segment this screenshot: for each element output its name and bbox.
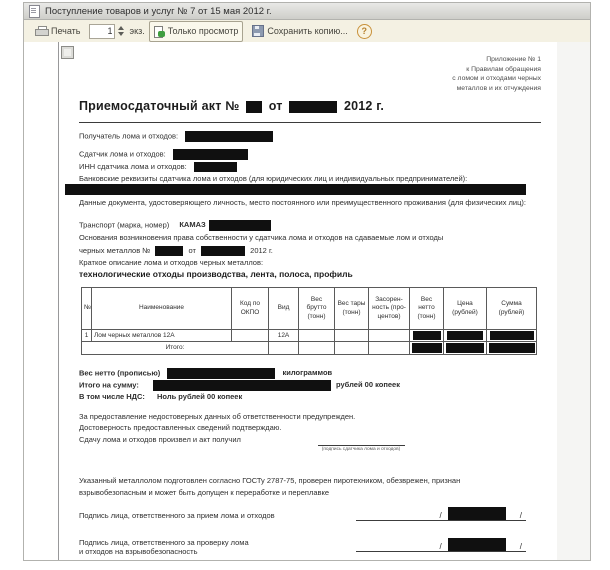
warning-text: За предоставление недостоверных данных об ответственности предупрежден.	[79, 412, 356, 421]
vat-line	[79, 392, 541, 401]
sum-words-label: Итого на сумму:	[79, 380, 139, 390]
appendix-line: Приложение № 1	[486, 56, 541, 63]
sig1-slash-close: /	[519, 511, 522, 520]
col-header-price: Цена (рублей)	[444, 288, 487, 330]
ownership-line1	[79, 233, 541, 242]
redacted-total-net	[412, 343, 442, 353]
receiver-line	[79, 131, 541, 142]
ownership-year: 2012 г.	[250, 246, 273, 255]
total-contamination-cell	[369, 342, 410, 355]
print-button-label: Печать	[51, 26, 81, 36]
copies-control	[89, 24, 125, 39]
transport-line	[79, 220, 541, 231]
redacted-act-number	[246, 101, 262, 113]
gost-line2	[79, 488, 541, 497]
appendix-line: металлов и их отчуждения	[456, 84, 541, 92]
transport-value: КАМАЗ	[179, 220, 206, 230]
redacted-bank-details	[65, 184, 526, 195]
total-sum-cell	[487, 342, 537, 355]
bank-line	[79, 174, 541, 183]
act-title	[79, 99, 541, 123]
net-words-line	[79, 368, 541, 379]
cell-okpo	[232, 330, 269, 342]
cell-name: Лом черных металлов 12А	[92, 330, 232, 342]
handover-line-label	[79, 435, 541, 444]
toolbar	[24, 20, 590, 43]
redacted-total-sum	[489, 343, 535, 353]
save-copy-button[interactable]	[247, 21, 352, 42]
net-words-suffix: килограммов	[282, 368, 333, 378]
inn-label: ИНН сдатчика лома и отходов:	[79, 162, 187, 171]
sig2-text2: и отходов на взрывобезопасность	[79, 547, 198, 557]
identity-label: Данные документа, удостоверяющего личность, место постоянного или преимущественного проживания (для физических лиц):	[79, 198, 526, 207]
appendix-header	[79, 55, 541, 93]
page-left-edge	[58, 42, 59, 560]
sum-words-line	[79, 380, 541, 391]
cell-num: 1	[82, 330, 92, 342]
sender-signature-caption: (подпись сдатчика лома и отходов)	[321, 447, 401, 452]
view-only-icon	[154, 26, 165, 37]
brief-label-line	[79, 258, 541, 267]
brief-value-line	[79, 269, 541, 280]
redacted-sum-words	[153, 380, 331, 391]
bank-label: Банковские реквизиты сдатчика лома и отходов (для юридических лиц и индивидуальных предпринимателей):	[79, 174, 468, 183]
sig2-slash-open: /	[439, 542, 442, 551]
sig1-signature-line	[356, 506, 526, 521]
sum-words-suffix: рублей 00 копеек	[336, 380, 400, 390]
redacted-sender	[173, 149, 248, 160]
cell-gross	[299, 330, 335, 342]
act-title-mid: от	[268, 99, 283, 113]
ownership-mid: от	[188, 246, 196, 255]
redacted-net-weight	[413, 331, 441, 340]
table-header-row	[82, 288, 537, 330]
redacted-price	[447, 331, 483, 340]
act-title-prefix: Приемосдаточный акт №	[79, 99, 240, 113]
redacted-inn	[194, 162, 237, 172]
gost-text2: взрывобезопасным и может быть допущен к переработке и переплавке	[79, 488, 330, 497]
window-titlebar[interactable]	[24, 3, 590, 20]
copies-suffix-label: экз.	[129, 26, 145, 36]
total-net-cell	[410, 342, 444, 355]
act-title-year: 2012 г.	[343, 99, 385, 113]
document-area	[24, 42, 590, 560]
sig2-label	[79, 538, 349, 557]
sig2-slash-close: /	[519, 542, 522, 551]
sig1-text: Подпись лица, ответственного за прием лома и отходов	[79, 511, 275, 520]
redacted-sig1-name	[448, 507, 506, 520]
brief-label: Краткое описание лома и отходов черных металлов:	[79, 258, 264, 267]
table-total-row	[82, 342, 537, 355]
receiver-label: Получатель лома и отходов:	[79, 131, 179, 141]
sender-line	[79, 149, 541, 160]
save-icon	[252, 25, 264, 37]
copies-stepper[interactable]	[116, 26, 125, 36]
sender-signature-line	[318, 442, 405, 446]
handover-text: Сдачу лома и отходов произвел и акт получил	[79, 435, 241, 444]
help-button[interactable]	[357, 24, 372, 39]
sender-label: Сдатчик лома и отходов:	[79, 149, 166, 159]
transport-label: Транспорт (марка, номер)	[79, 220, 170, 230]
window-title: Поступление товаров и услуг № 7 от 15 мая 2012 г.	[45, 5, 272, 17]
redacted-total-price	[446, 343, 484, 353]
identity-line	[79, 198, 541, 207]
gost-line1	[79, 476, 541, 485]
appendix-line: с ломом и отходами черных	[452, 75, 541, 82]
col-header-contamination: Засоренность (процентов)	[369, 288, 410, 330]
total-label-cell: Итого:	[82, 342, 269, 355]
col-header-name: Наименование	[92, 288, 232, 330]
col-header-tare: Вес тары (тонн)	[335, 288, 369, 330]
cell-vid: 12А	[269, 330, 299, 342]
sig2-text1: Подпись лица, ответственного за проверку лома	[79, 538, 249, 547]
col-header-sum: Сумма (рублей)	[487, 288, 537, 330]
copies-input[interactable]	[89, 24, 115, 39]
gost-text1: Указанный металлолом подготовлен согласно ГОСТу 2787-75, проверен пиротехником, обезврежен, признан	[79, 476, 461, 485]
redacted-transport-number	[209, 220, 271, 231]
cell-net	[410, 330, 444, 342]
stepper-up-icon[interactable]	[118, 26, 124, 30]
items-table	[81, 287, 537, 355]
total-vid-cell	[269, 342, 299, 355]
printer-icon	[35, 26, 48, 37]
view-only-label: Только просмотр	[167, 26, 239, 36]
ownership-line2	[79, 246, 541, 256]
net-words-label: Вес нетто (прописью)	[79, 368, 161, 378]
redacted-net-words	[167, 368, 275, 379]
ownership-text1: Основания возникновения права собственности у сдатчика лома и отходов на сдаваемые лом и отходы	[79, 233, 444, 242]
print-preview-window	[23, 2, 591, 561]
cell-tare	[335, 330, 369, 342]
redacted-receiver	[185, 131, 273, 142]
col-header-net: Вес нетто (тонн)	[410, 288, 444, 330]
col-header-okpo: Код по ОКПО	[232, 288, 269, 330]
col-header-num: №	[82, 288, 92, 330]
print-button[interactable]	[30, 21, 85, 42]
confirm-line	[79, 423, 541, 432]
brief-value: технологические отходы производства, лента, полоса, профиль	[79, 269, 353, 279]
stepper-down-icon[interactable]	[118, 32, 124, 36]
redacted-sig2-name	[448, 538, 506, 551]
help-icon: ?	[361, 26, 368, 36]
vat-label: В том числе НДС:	[79, 392, 145, 401]
redacted-doc-number	[155, 246, 183, 256]
save-copy-label: Сохранить копию...	[267, 26, 348, 36]
redacted-act-date	[289, 101, 337, 113]
view-only-button[interactable]	[149, 21, 244, 42]
document-icon	[29, 5, 40, 18]
sig2-signature-line	[356, 537, 526, 552]
col-header-vid: Вид	[269, 288, 299, 330]
total-gross-cell	[299, 342, 335, 355]
vat-value: Ноль рублей 00 копеек	[157, 392, 243, 401]
cell-sum	[487, 330, 537, 342]
confirm-text: Достоверность предоставленных сведений подтверждаю.	[79, 423, 282, 432]
redacted-sum	[490, 331, 534, 340]
table-row	[82, 330, 537, 342]
cell-contamination	[369, 330, 410, 342]
total-tare-cell	[335, 342, 369, 355]
redacted-doc-date	[201, 246, 245, 256]
inn-line	[79, 162, 541, 172]
corner-selector[interactable]	[61, 46, 74, 59]
warning-line	[79, 412, 541, 421]
cell-price	[444, 330, 487, 342]
col-header-gross: Вес брутто (тонн)	[299, 288, 335, 330]
appendix-line: к Правилам обращения	[466, 65, 541, 73]
sig1-label	[79, 511, 349, 520]
page-right-margin	[557, 42, 590, 560]
total-price-cell	[444, 342, 487, 355]
ownership-pre: черных металлов №	[79, 246, 151, 255]
sig1-slash-open: /	[439, 511, 442, 520]
